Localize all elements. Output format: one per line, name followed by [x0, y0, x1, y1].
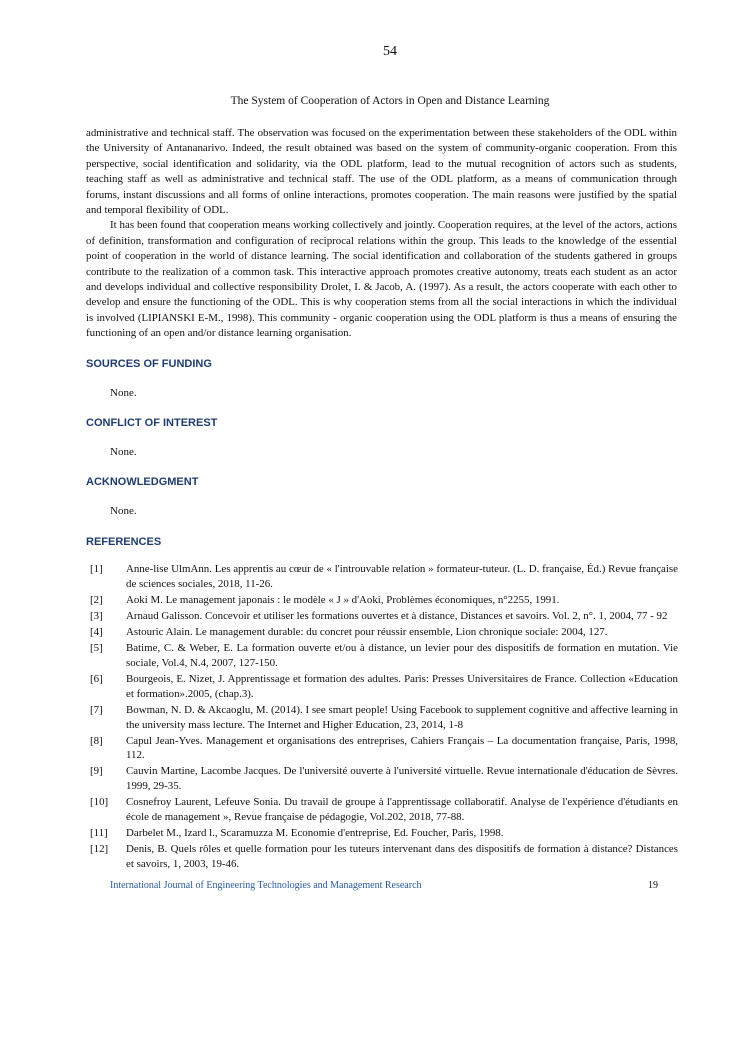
footer-journal-name: International Journal of Engineering Technologies and Management Research [110, 880, 422, 891]
reference-text: Darbelet M., Izard l., Scaramuzza M. Economie d'entreprise, Ed. Foucher, Paris, 1998. [126, 827, 504, 840]
reference-number: [9] [90, 765, 103, 778]
reference-number: [6] [90, 673, 103, 686]
reference-text: Cosnefroy Laurent, Lefeuve Sonia. Du travail de groupe à l'apprentissage collaboratif. Analyse de l'expérience d'étudiants en école de management », Revue française de pédagogie, Vol.202, 2018, 77-88. [126, 796, 678, 823]
reference-text: Aoki M. Le management japonais : le modèle « J » d'Aoki, Problèmes économiques, n°2255, 1991. [126, 593, 560, 606]
reference-number: [4] [90, 626, 103, 639]
body-paragraph: administrative and technical staff. The observation was focused on the experimentation between these stakeholders of the ODL within the University of Antananarivo. Indeed, the result obtained was based on the system of community-organic cooperation. From this perspective, social identification and solidarity, via the ODL platform, lead to the mutual recognition of actors such as students, teaching staff as well as administrative and technical staff. The use of the ODL platform, as a means of communication through forums, instant discussions and all forms of online interactions, promotes cooperation. The main reasons were justified by the spatial and temporal flexibility of ODL. [86, 127, 677, 217]
reference-number: [5] [90, 642, 103, 655]
reference-item [86, 562, 678, 591]
reference-number: [2] [90, 593, 103, 606]
reference-number: [8] [90, 734, 103, 747]
reference-item [86, 826, 678, 841]
reference-text: Denis, B. Quels rôles et quelle formation pour les tuteurs intervenant dans des dispositifs de formation à distance? Distances et savoirs, 1, 2003, 19-46. [126, 843, 678, 870]
funding-text: None. [110, 387, 137, 399]
footer-page-number: 19 [648, 880, 658, 891]
reference-item [86, 842, 678, 871]
reference-text: Arnaud Galisson. Concevoir et utiliser les formations ouvertes et à distance, Distances et savoirs. Vol. 2, n°. 1, 2004, 77 - 92 [126, 609, 668, 622]
reference-text: Anne-lise UlmAnn. Les apprentis au cœur de « l'introuvable relation » formateur-tuteur. (L. D. française, Éd.) Revue française de sciences sociales, 2018, 11-26. [126, 563, 678, 590]
references-heading: REFERENCES [86, 536, 162, 548]
acknowledgment-heading: ACKNOWLEDGMENT [86, 476, 199, 488]
page-number: 54 [383, 44, 397, 59]
body-paragraph: It has been found that cooperation means working collectively and jointly. Cooperation requires, at the level of the actors, actions of definition, transformation and configuration of reciprocal relations within the group. This leads to the knowledge of the essential point of cooperation in the world of distance learning. The social identification and collaboration of the students gathered in groups contribute to the realization of a common task. This interactive approach promotes creative autonomy, treats each student as an actor and develops individual and collective responsibility Drolet, I. & Jacob, A. (1997). As a result, the actors cooperate with each other to develop and ensure the functioning of the ODL. This is why cooperation stems from all the social interactions in which the individual is involved (LIPIANSKI E-M., 1998). This community - organic cooperation using the ODL platform is thus a means of ensuring the functioning of an open and/or distance learning organisation. [86, 219, 677, 340]
reference-number: [7] [90, 703, 103, 716]
acknowledgment-text: None. [110, 505, 137, 517]
body-text [86, 126, 677, 342]
reference-number: [11] [90, 827, 108, 840]
reference-text: Batime, C. & Weber, E. La formation ouverte et/ou à distance, un levier pour des dispositifs de formation en mutation. Vie sociale, Vol.4, N.4, 2007, 127-150. [126, 642, 678, 669]
reference-item [86, 764, 678, 793]
conflict-text: None. [110, 446, 137, 458]
funding-heading: SOURCES OF FUNDING [86, 358, 212, 370]
reference-number: [1] [90, 563, 103, 575]
conflict-heading: CONFLICT OF INTEREST [86, 417, 218, 429]
reference-number: [3] [90, 609, 103, 622]
reference-item [86, 641, 678, 670]
reference-item [86, 672, 678, 701]
reference-text: Bowman, N. D. & Akcaoglu, M. (2014). I see smart people! Using Facebook to supplement cognitive and affective learning in the university mass lecture. The Internet and Higher Education, 23, 2014, 1-8 [126, 703, 678, 731]
reference-item [86, 734, 678, 763]
reference-item [86, 625, 678, 640]
reference-item [86, 703, 678, 732]
reference-text: Astouric Alain. Le management durable: du concret pour réussir ensemble, Lion chronique sociale: 2004, 127. [126, 626, 608, 639]
reference-number: [10] [90, 796, 109, 809]
reference-text: Bourgeois, E. Nizet, J. Apprentissage et formation des adultes. Paris: Presses Universitaires de France. Collection «Education et formation».2005, (chap.3). [126, 673, 678, 700]
running-title: The System of Cooperation of Actors in Open and Distance Learning [230, 95, 550, 107]
reference-list [86, 562, 678, 873]
reference-item [86, 795, 678, 824]
reference-text: Capul Jean-Yves. Management et organisations des entreprises, Cahiers Français – La documentation française, Paris, 1998, 112. [126, 734, 678, 762]
reference-number: [12] [90, 843, 109, 856]
reference-item [86, 593, 678, 608]
reference-item [86, 609, 678, 624]
reference-text: Cauvin Martine, Lacombe Jacques. De l'université ouverte à l'université virtuelle. Revue internationale d'éducation de Sèvres. 1999, 29-35. [126, 765, 678, 793]
